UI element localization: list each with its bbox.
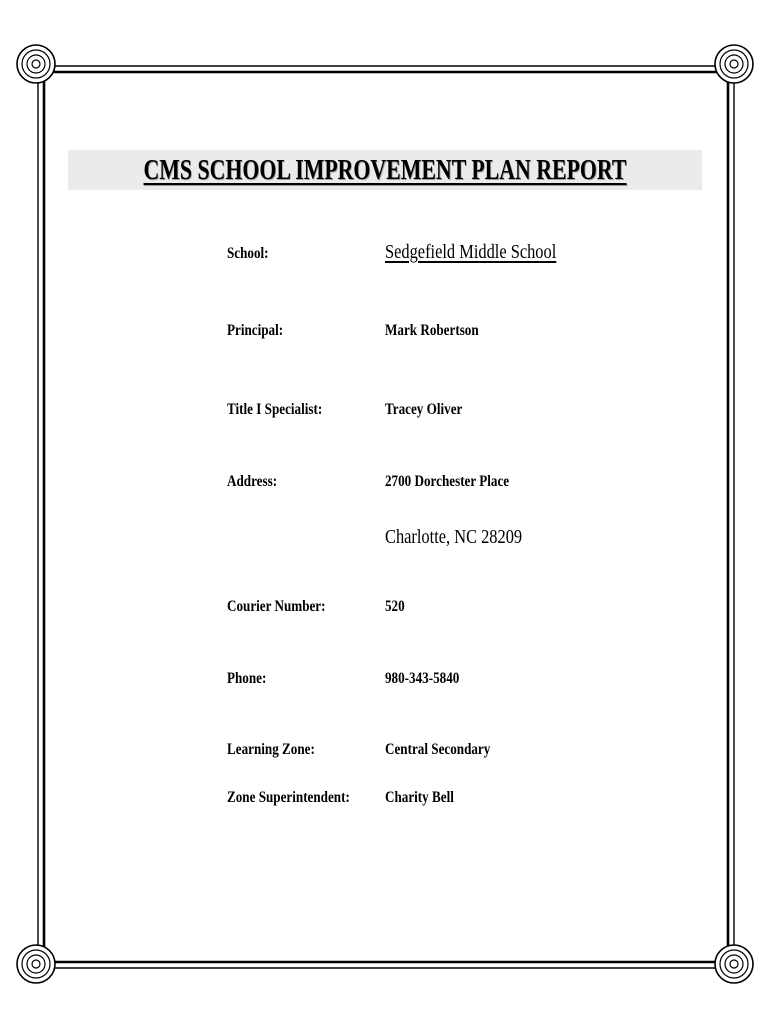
phone-value: 980-343-5840 — [385, 670, 460, 687]
field-row-zone-superintendent — [0, 789, 770, 819]
field-row-title-i-specialist — [0, 401, 770, 431]
report-title: CMS SCHOOL IMPROVEMENT PLAN REPORT — [143, 155, 627, 186]
title-band — [68, 150, 702, 190]
field-label: School: — [227, 245, 269, 262]
address-line1-value: 2700 Dorchester Place — [385, 473, 510, 490]
corner-ornament-top-right-icon — [715, 45, 753, 83]
field-label: Courier Number: — [227, 598, 326, 615]
courier-number-value: 520 — [385, 598, 405, 615]
field-label: Zone Superintendent: — [227, 789, 350, 806]
field-row-address-line2 — [0, 526, 770, 556]
title-i-specialist-value: Tracey Oliver — [385, 401, 463, 418]
field-row-phone — [0, 670, 770, 700]
school-name-value: Sedgefield Middle School — [385, 241, 557, 263]
field-row-courier-number — [0, 598, 770, 628]
corner-ornament-bottom-right-icon — [715, 945, 753, 983]
field-label: Address: — [227, 473, 278, 490]
field-label: Learning Zone: — [227, 741, 315, 758]
corner-ornament-top-left-icon — [17, 45, 55, 83]
zone-superintendent-value: Charity Bell — [385, 789, 454, 806]
field-row-address — [0, 473, 770, 503]
field-row-school — [0, 241, 770, 271]
field-label: Principal: — [227, 322, 284, 339]
principal-value: Mark Robertson — [385, 322, 479, 339]
address-line2-value: Charlotte, NC 28209 — [385, 526, 523, 548]
field-label: Phone: — [227, 670, 267, 687]
field-row-principal — [0, 322, 770, 352]
field-row-learning-zone — [0, 741, 770, 771]
learning-zone-value: Central Secondary — [385, 741, 491, 758]
corner-ornament-bottom-left-icon — [17, 945, 55, 983]
field-label: Title I Specialist: — [227, 401, 323, 418]
